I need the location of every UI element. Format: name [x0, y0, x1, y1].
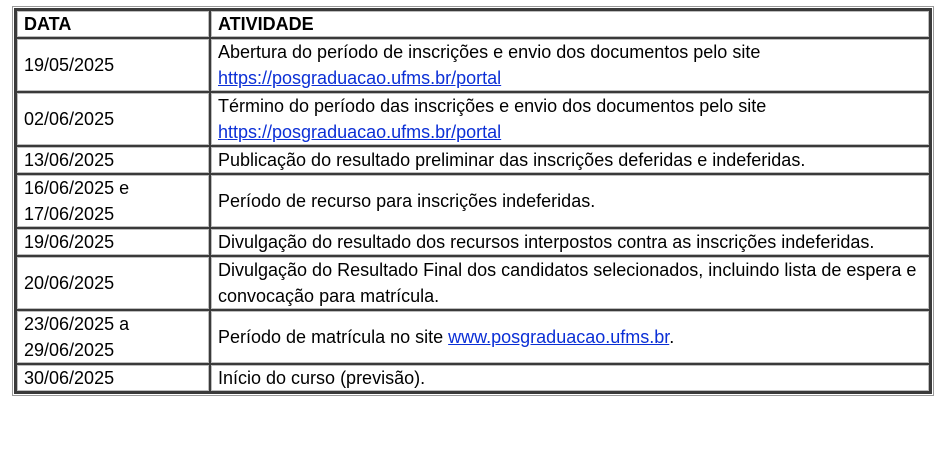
table-row — [16, 256, 930, 310]
row-date: 23/06/2025 a 29/06/2025 — [16, 310, 210, 364]
row-activity — [210, 38, 930, 92]
table-row — [16, 146, 930, 174]
row-activity: Divulgação do Resultado Final dos candidatos selecionados, incluindo lista de espera e convocação para matrícula. — [210, 256, 930, 310]
activity-text: Abertura do período de inscrições e envio dos documentos pelo site — [218, 42, 761, 62]
table-row — [16, 364, 930, 392]
schedule-table-container — [14, 8, 932, 394]
table-row — [16, 310, 930, 364]
row-date: 19/05/2025 — [16, 38, 210, 92]
activity-text: Período de matrícula no site — [218, 327, 444, 347]
row-activity: Início do curso (previsão). — [210, 364, 930, 392]
row-activity: Divulgação do resultado dos recursos interpostos contra as inscrições indeferidas. — [210, 228, 930, 256]
row-date: 30/06/2025 — [16, 364, 210, 392]
table-row — [16, 174, 930, 228]
row-date: 19/06/2025 — [16, 228, 210, 256]
row-activity: Período de recurso para inscrições indeferidas. — [210, 174, 930, 228]
header-row — [16, 10, 930, 38]
row-activity — [210, 310, 930, 364]
activity-suffix: . — [669, 327, 675, 347]
table-row — [16, 38, 930, 92]
row-date: 02/06/2025 — [16, 92, 210, 146]
table-row — [16, 92, 930, 146]
schedule-table — [14, 8, 932, 394]
row-date: 13/06/2025 — [16, 146, 210, 174]
row-date: 16/06/2025 e 17/06/2025 — [16, 174, 210, 228]
activity-text: Término do período das inscrições e envio dos documentos pelo site — [218, 96, 767, 116]
header-date: DATA — [16, 10, 210, 38]
site-link[interactable]: www.posgraduacao.ufms.br — [448, 327, 670, 347]
table-row — [16, 228, 930, 256]
row-date: 20/06/2025 — [16, 256, 210, 310]
portal-link[interactable]: https://posgraduacao.ufms.br/portal — [218, 68, 502, 88]
header-activity: ATIVIDADE — [210, 10, 930, 38]
row-activity: Publicação do resultado preliminar das inscrições deferidas e indeferidas. — [210, 146, 930, 174]
row-activity — [210, 92, 930, 146]
portal-link[interactable]: https://posgraduacao.ufms.br/portal — [218, 122, 502, 142]
